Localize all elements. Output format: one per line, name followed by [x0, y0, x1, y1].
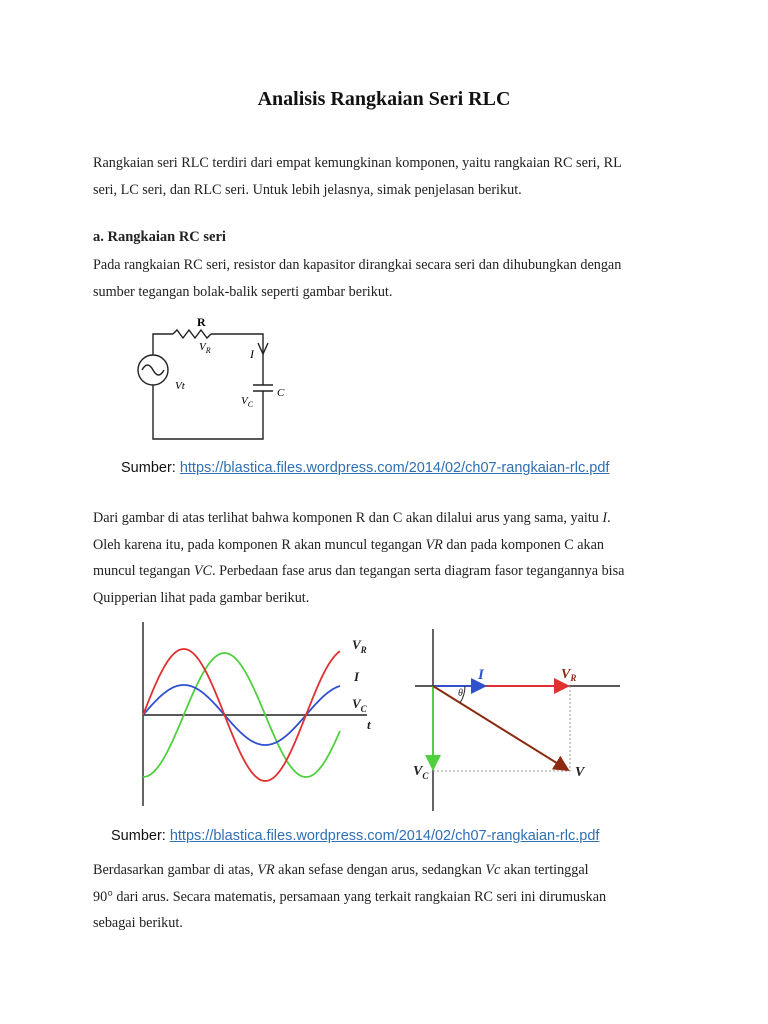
explanation-line-2: Oleh karena itu, pada komponen R akan muncul tegangan VR dan pada komponen C akan [93, 536, 604, 553]
source-link[interactable]: https://blastica.files.wordpress.com/2014/02/ch07-rangkaian-rlc.pdf [179, 460, 610, 476]
intro-paragraph [93, 150, 675, 203]
section-a-line-1: Pada rangkaian RC seri, resistor dan kapasitor dirangkai secara seri dan dihubungkan dengan [93, 257, 622, 273]
wave-label-vc: $V_C$ [352, 696, 367, 714]
source-citation-1 [121, 460, 609, 476]
circuit-label-r: R [197, 315, 206, 329]
circuit-label-vr: $V_R$ [199, 341, 211, 355]
conclusion-paragraph [93, 857, 675, 937]
source-label: Sumber: [121, 460, 176, 476]
conclusion-line-2: 90° dari arus. Secara matematis, persamaan yang terkait rangkaian RC seri ini dirumuskan [93, 888, 607, 905]
circuit-label-vt: Vt [175, 380, 185, 392]
wave-label-t: t [367, 717, 371, 732]
conclusion-line-3: sebagai berikut. [93, 915, 183, 931]
explanation-line-4: Quipperian lihat pada gambar berikut. [93, 589, 310, 606]
explanation-paragraph [93, 505, 675, 611]
page-title: Analisis Rangkaian Seri RLC [257, 88, 511, 110]
source-link[interactable]: https://blastica.files.wordpress.com/2014/02/ch07-rangkaian-rlc.pdf [169, 828, 600, 844]
wave-label-i: I [354, 669, 360, 684]
phasor-label-vc: $V_C$ [413, 764, 429, 781]
explanation-line-1: Dari gambar di atas terlihat bahwa komponen R dan C akan dilalui arus yang sama, yaitu I. [93, 510, 611, 526]
section-a-paragraph [93, 252, 675, 305]
phasor-v-arrow [433, 686, 568, 770]
intro-line-1: Rangkaian seri RLC terdiri dari empat kemungkinan komponen, yaitu rangkaian RC seri, RL [93, 155, 622, 171]
intro-line-2: seri, LC seri, dan RLC seri. Untuk lebih jelasnya, simak penjelasan berikut. [93, 181, 522, 198]
phasor-diagram [405, 625, 630, 815]
circuit-label-c: C [277, 387, 285, 399]
source-citation-2 [111, 828, 599, 844]
phasor-label-vr: $V_R$ [561, 667, 577, 683]
conclusion-line-1: Berdasarkan gambar di atas, VR akan sefase dengan arus, sedangkan Vc akan tertinggal [93, 862, 589, 878]
waveform-chart [135, 618, 385, 810]
wave-label-vr: $V_R$ [352, 637, 367, 655]
section-a-line-2: sumber tegangan bolak-balik seperti gambar berikut. [93, 283, 393, 300]
source-label: Sumber: [111, 828, 166, 844]
rc-circuit-diagram [125, 310, 295, 445]
circuit-label-i: I [250, 347, 254, 361]
circuit-label-vc: $V_C$ [241, 395, 254, 409]
phasor-label-v: V [575, 765, 585, 780]
phasor-label-theta: θ [458, 688, 463, 699]
phasor-label-i: I [478, 667, 484, 683]
explanation-line-3: muncul tegangan VC. Perbedaan fase arus dan tegangan serta diagram fasor tegangannya bisa [93, 563, 625, 579]
section-heading-rc: a. Rangkaian RC seri [93, 229, 226, 245]
